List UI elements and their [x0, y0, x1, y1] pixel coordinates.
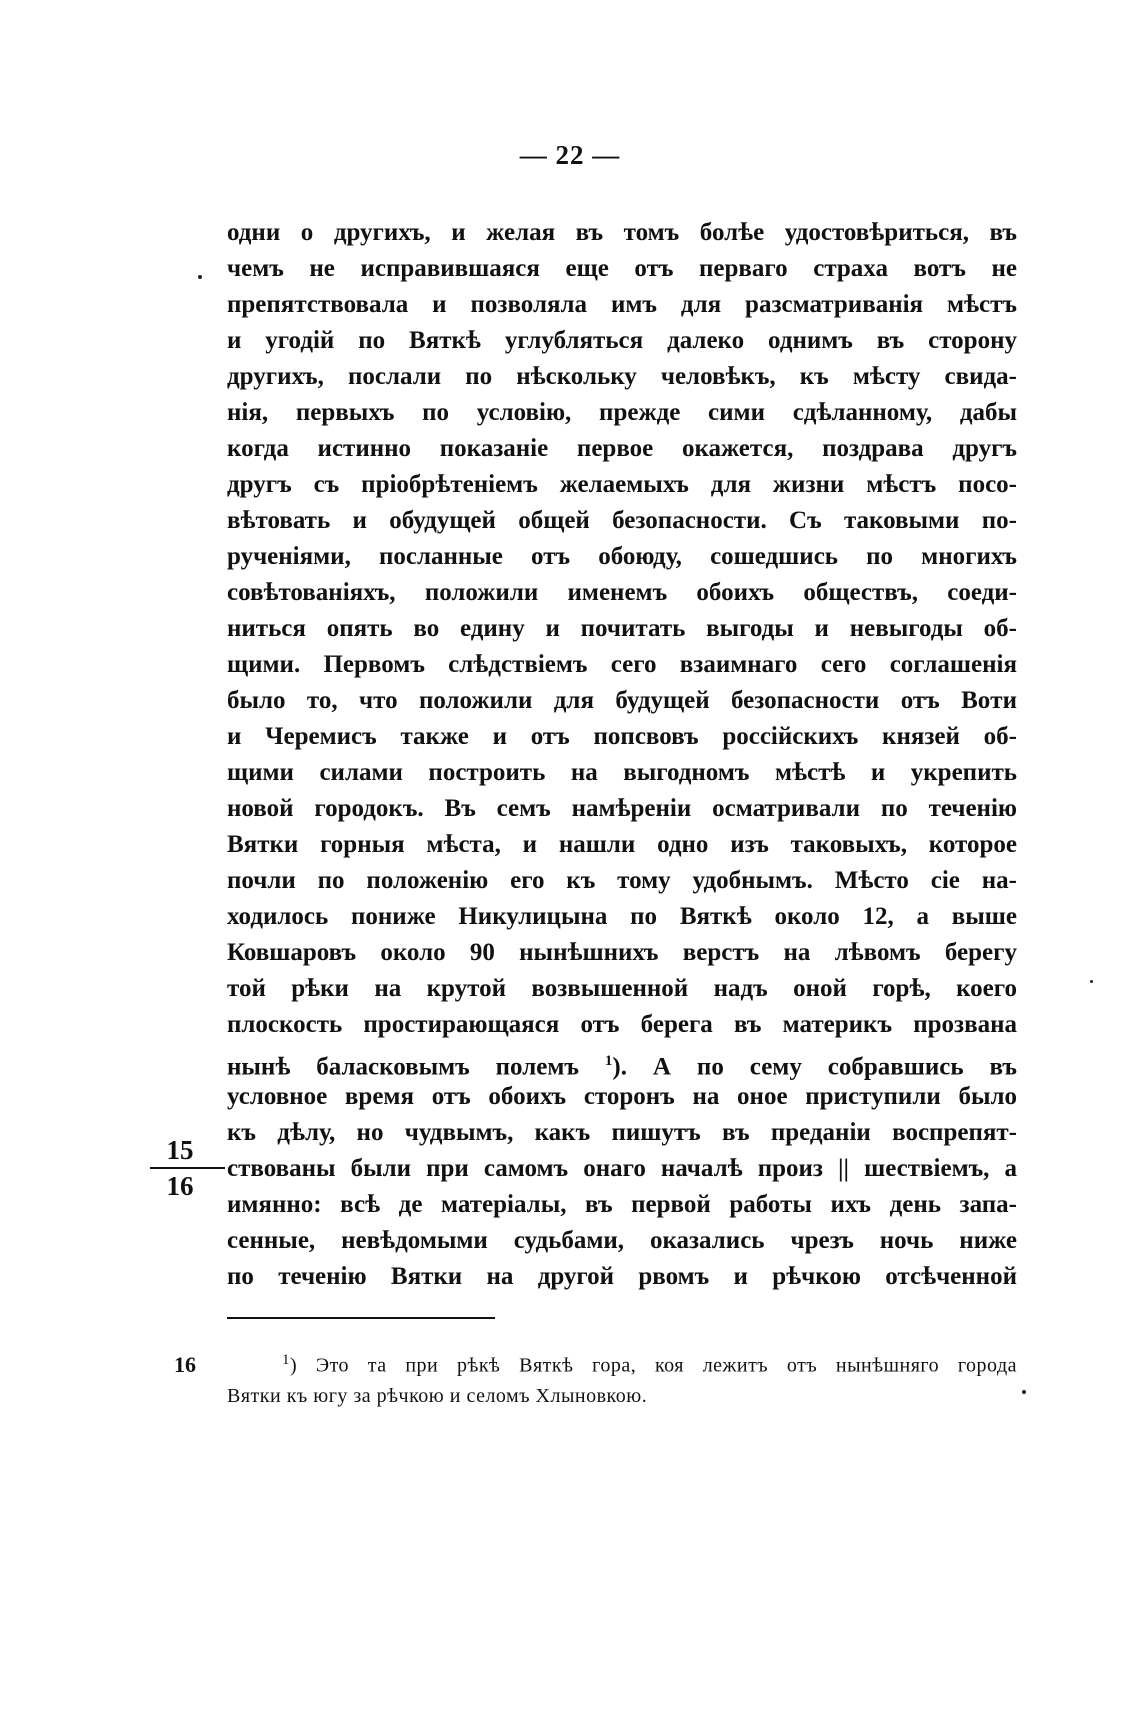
- text-line: когда истинно показаніе первое окажется, поздрава другъ: [227, 435, 1017, 462]
- text-line: по теченію Вятки на другой рвомъ и рѣчкою отсѣченной: [227, 1263, 1017, 1290]
- text-line: щими. Первомъ слѣдствіемъ сего взаимнаго сего соглашенія: [227, 651, 1017, 678]
- text-segment: нынѣ баласковымъ полемъ: [227, 1053, 579, 1081]
- scan-speck: [1022, 1390, 1026, 1394]
- text-line: новой городокъ. Въ семъ намѣреніи осматривали по теченію: [227, 795, 1017, 822]
- footnote-marker: 1: [282, 1352, 290, 1368]
- scan-speck: [198, 275, 202, 279]
- text-line: другихъ, послали по нѣскольку человѣкъ, къ мѣсту свида-: [227, 363, 1017, 390]
- text-line: щими силами построить на выгодномъ мѣстѣ и укрепить: [227, 759, 1017, 786]
- footnote-line: Вятки къ югу за рѣчкою и селомъ Хлыновкою.: [227, 1384, 648, 1407]
- text-line: плоскость простирающаяся отъ берега въ материкъ прозвана: [227, 1011, 1017, 1038]
- text-line: ходилось пониже Никулицына по Вяткѣ около 12, а выше: [227, 903, 1017, 930]
- main-text: [227, 215, 1017, 1295]
- text-line: Вятки горныя мѣста, и нашли одно изъ таковыхъ, которое: [227, 831, 1017, 858]
- text-line: препятствовала и позволяла имъ для разсматриванія мѣстъ: [227, 291, 1017, 318]
- margin-page-marker-top: 15: [166, 1135, 194, 1165]
- text-line: почли по положенію его къ тому удобнымъ. Мѣсто сіе на-: [227, 867, 1017, 894]
- text-line: Ковшаровъ около 90 нынѣшнихъ верстъ на лѣвомъ берегу: [227, 939, 1017, 966]
- text-line: вѣтовать и обудущей общей безопасности. Съ таковыми по-: [227, 507, 1017, 534]
- text-line: сенные, невѣдомыми судьбами, оказались чрезъ ночь ниже: [227, 1227, 1017, 1254]
- text-line: и Черемисъ также и отъ попсвовъ россійскихъ князей об-: [227, 723, 1017, 750]
- text-line: было то, что положили для будущей безопасности отъ Вoти: [227, 687, 1017, 714]
- text-line: ниться опять во едину и почитать выгоды и невыгоды об-: [227, 615, 1017, 642]
- footnote-text: ) Это та при рѣкѣ Вяткѣ гора, коя лежитъ отъ нынѣшняго города: [290, 1354, 1017, 1377]
- page-number: — 22 —: [519, 140, 621, 170]
- text-line: имянно: всѣ де матеріалы, въ первой работы ихъ день запа-: [227, 1191, 1017, 1218]
- text-line: чемъ не исправившаяся еще отъ перваго страха вотъ не: [227, 255, 1017, 282]
- margin-page-divider: [150, 1167, 225, 1169]
- text-line: къ дѣлу, но чудвымъ, какъ пишутъ въ преданіи воспрепят-: [227, 1119, 1017, 1146]
- footnote-page-marker: 16: [174, 1352, 196, 1377]
- text-line: одни о другихъ, и желая въ томъ болѣе удостовѣриться, въ: [227, 219, 1017, 246]
- text-segment: ). А по сему собравшись въ: [612, 1053, 1017, 1081]
- margin-page-marker-bottom: 16: [166, 1171, 194, 1201]
- text-line: условное время отъ обоихъ сторонъ на оное приступили было: [227, 1083, 1017, 1110]
- footnote-separator: [227, 1317, 495, 1319]
- scan-speck: [1090, 980, 1093, 983]
- footnote-reference: 1: [604, 1053, 613, 1069]
- text-line-with-footnote-ref: [227, 1043, 1017, 1079]
- text-line: ствованы были при самомъ онаго началѣ произ || шествіемъ, а: [227, 1155, 1017, 1182]
- footnote-line: [227, 1345, 1017, 1381]
- text-line: нія, первыхъ по условію, прежде сими сдѣланному, дабы: [227, 399, 1017, 426]
- text-line: и угодій по Вяткѣ углубляться далеко однимъ въ сторону: [227, 327, 1017, 354]
- text-line: другъ съ пріобрѣтеніемъ желаемыхъ для жизни мѣстъ посо-: [227, 471, 1017, 498]
- footnote: [227, 1345, 1017, 1411]
- text-line: той рѣки на крутой возвышенной надъ оной горѣ, коего: [227, 975, 1017, 1002]
- text-line: рученіями, посланные отъ обоюду, сошедшись по многихъ: [227, 543, 1017, 570]
- text-line: совѣтованіяхъ, положили именемъ обоихъ обществъ, соеди-: [227, 579, 1017, 606]
